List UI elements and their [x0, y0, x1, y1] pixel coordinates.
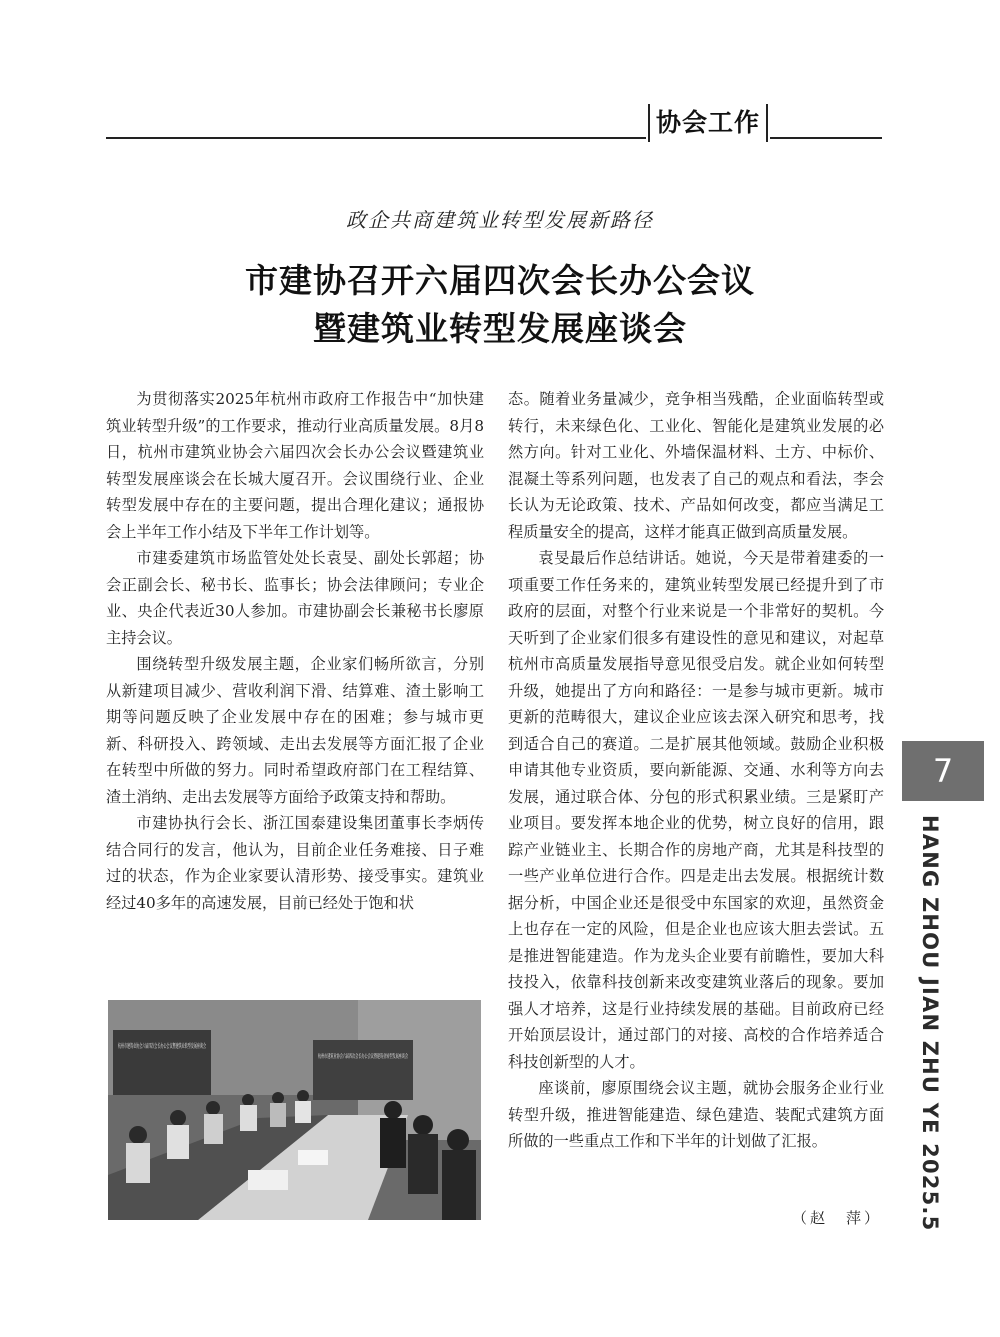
header-rule-right: [770, 137, 882, 139]
paragraph: 态。随着业务量减少，竞争相当残酷，企业面临转型或转行，未来绿色化、工业化、智能化是建筑业发展的必然方向。针对工业化、外墙保温材料、土方、中标价、混凝土等系列问题，也发表了自己的观点和看法，李会长认为无论政策、技术、产品如何改变，都应当满足工程质量安全的提高，这样才能真正做到高质量发展。: [508, 390, 884, 541]
paragraph: 袁旻最后作总结讲话。她说，今天是带着建委的一项重要工作任务来的，建筑业转型发展已经提升到了市政府的层面，对整个行业来说是一个非常好的契机。今天听到了企业家们很多有建设性的意见和建议，对起草杭州市高质量发展指导意见很受启发。就企业如何转型升级，她提出了方向和路径：一是参与城市更新。城市更新的范畴很大，建议企业应该去深入研究和思考，找到适合自己的赛道。二是扩展其他领域。鼓励企业积极申请其他专业资质，要向新能源、交通、水利等方向去发展，通过联合体、分包的形式积累业绩。三是紧盯产业项目。要发挥本地企业的优势，树立良好的信用，跟踪产业链业主、长期合作的房地产商，尤其是科技型的一些产业单位进行合作。四是走出去发展。根据统计数据分析，中国企业还是很受中东国家的欢迎，虽然资金上也存在一定的风险，但是企业也应该大胆去尝试。五是推进智能建造。作为龙头企业要有前瞻性，要加大科技投入，依靠科技创新来改变建筑业落后的现象。要加强人才培养，这是行业持续发展的基础。目前政府已经开始顶层设计，通过部门的对接、高校的合作培养适合科技创新型的人才。: [508, 549, 884, 1071]
article-title-line2: 暨建筑业转型发展座谈会: [313, 309, 687, 348]
paragraph: 市建委建筑市场监管处处长袁旻、副处长郭超；协会正副会长、秘书长、监事长；协会法律顾问；专业企业、央企代表近30人参加。市建协副会长兼秘书长廖原主持会议。: [106, 549, 484, 647]
article-column-right: [508, 386, 884, 1155]
byline: （赵 萍）: [791, 1209, 882, 1227]
header-rule-left: [106, 137, 646, 139]
screen-right-caption: 杭州市建筑业协会六届四次会长办公会议暨建筑业转型发展座谈会: [318, 1054, 478, 1060]
paragraph: 为贯彻落实2025年杭州市政府工作报告中“加快建筑业转型升级”的工作要求，推动行业高质量发展。8月8日，杭州市建筑业协会六届四次会长办公会议暨建筑业转型发展座谈会在长城大厦召开。会议围绕行业、企业转型发展中存在的主要问题，提出合理化建议；通报协会上半年工作小结及下半年工作计划等。: [106, 390, 484, 541]
screen-left-caption: 杭州市建筑业协会六届四次会长办公会议暨建筑业转型发展座谈会: [118, 1043, 293, 1050]
paragraph: 座谈前，廖原围绕会议主题，就协会服务企业行业转型升级，推进智能建造、绿色建造、装配式建筑方面所做的一些重点工作和下半年的计划做了汇报。: [508, 1079, 884, 1150]
meeting-photo: [108, 1000, 481, 1220]
magazine-name: HANG ZHOU JIAN ZHU YE 2025.5: [918, 815, 942, 1232]
article-title-line1: 市建协召开六届四次会长办公会议: [245, 261, 755, 300]
meeting-photo-image: [108, 1000, 481, 1220]
section-label: 协会工作: [648, 104, 768, 142]
article-subtitle: 政企共商建筑业转型发展新路径: [346, 208, 654, 232]
paragraph: 围绕转型升级发展主题，企业家们畅所欲言，分别从新建项目减少、营收利润下滑、结算难、渣土影响工期等问题反映了企业发展中存在的困难；参与城市更新、科研投入、跨领域、走出去发展等方面汇报了企业在转型中所做的努力。同时希望政府部门在工程结算、渣土消纳、走出去发展等方面给予政策支持和帮助。: [106, 655, 484, 806]
page-number: 7: [902, 741, 984, 801]
paragraph: 市建协执行会长、浙江国泰建设集团董事长李炳传结合同行的发言，他认为，目前企业任务难接、日子难过的状态，作为企业家要认清形势、接受事实。建筑业经过40多年的高速发展，目前已经处于饱和状: [106, 814, 484, 912]
article-column-left: [106, 386, 484, 916]
